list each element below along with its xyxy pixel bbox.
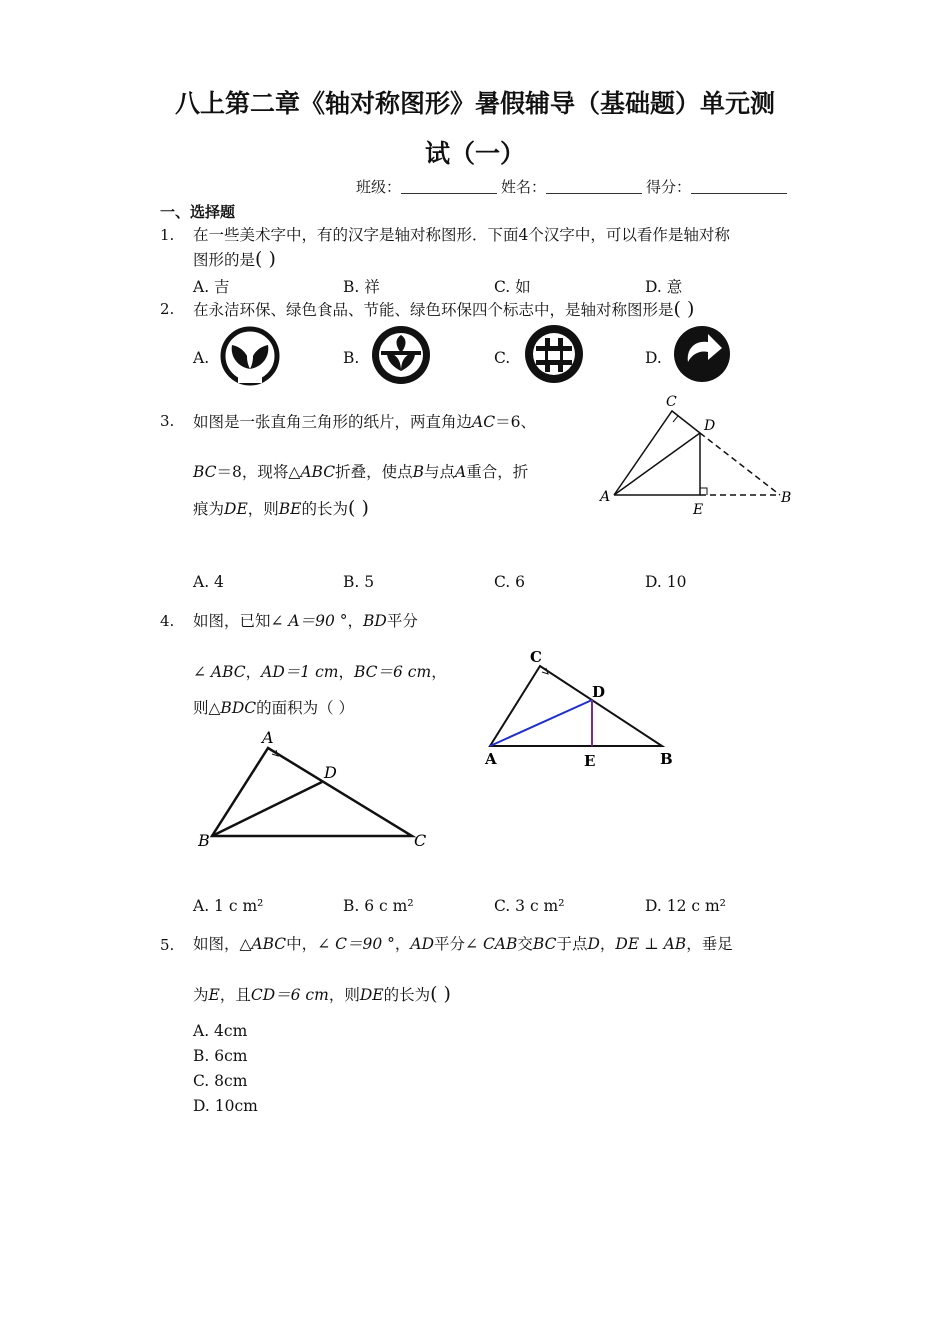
q3-option-c[interactable]: C. 6 <box>494 573 526 591</box>
q3-l1b: AC <box>472 413 496 431</box>
q1-option-a[interactable]: A. 吉 <box>193 278 230 296</box>
page-title: 八上第二章《轴对称图形》暑假辅导（基础题）单元测 <box>174 89 775 118</box>
q2-option-a[interactable]: A. <box>193 349 210 367</box>
q4f1-label-c: C <box>414 831 427 850</box>
q4-l3c: 的面积为（ ） <box>256 699 355 717</box>
page-title-line2: 试（一） <box>424 139 525 168</box>
q3-option-a[interactable]: A. 4 <box>193 573 224 591</box>
q5-l1h: ∠ CAB <box>465 935 518 953</box>
q4f1-label-b: B <box>198 831 210 850</box>
q4-option-d[interactable]: D. 12 c m² <box>645 897 726 915</box>
q4-number: 4. <box>160 612 175 630</box>
q1-text-line1: 在一些美术字中，有的汉字是轴对称图形．下面4个汉字中，可以看作是轴对称 <box>193 226 730 244</box>
class-label: 班级： <box>356 178 402 196</box>
q5-l1c: 中， <box>286 935 318 953</box>
q5-option-c[interactable]: C. 8cm <box>193 1072 248 1090</box>
score-blank <box>691 179 787 194</box>
q4-l1a: 如图，已知 <box>193 612 271 630</box>
q5-text-line1 <box>193 932 733 957</box>
q5-l1b: △ABC <box>239 935 287 953</box>
q4-l1d: BD <box>363 612 387 630</box>
q3-option-d[interactable]: D. 10 <box>645 573 687 591</box>
q5-l2f: DE <box>359 986 384 1004</box>
q3-number: 3. <box>160 412 175 430</box>
q5-l1d: ∠ C＝90 ° <box>317 935 395 953</box>
q3-l2a: BC <box>193 463 217 481</box>
q3-l2g: A <box>455 463 467 481</box>
q4f1-label-d: D <box>324 763 337 782</box>
q4-triangle-figure-1 <box>194 726 434 852</box>
q1-text2: 图形的是 <box>193 251 256 269</box>
q5-l1a: 如图， <box>193 935 240 953</box>
q4-l2b: ， <box>245 663 262 681</box>
q2-option-b[interactable]: B. <box>343 349 360 367</box>
recycle-logo-icon <box>672 322 732 386</box>
q5-l1j: BC <box>532 935 557 953</box>
q5-option-a[interactable]: A. 4cm <box>193 1022 248 1040</box>
q4-l2d: ， <box>338 663 354 681</box>
q4f2-label-b: B <box>660 750 673 768</box>
q5-l1o: ，垂足 <box>686 935 733 953</box>
q5-l2a: 为 <box>193 986 209 1004</box>
q1-text-line2 <box>193 247 276 273</box>
q3-l3d: BE <box>278 500 302 518</box>
q5-number: 5. <box>160 936 175 954</box>
q3-option-b[interactable]: B. 5 <box>343 573 375 591</box>
q5-l2e: ，则 <box>328 986 360 1004</box>
q5-l2b: E <box>208 986 220 1004</box>
q5-l1m: ， <box>599 935 616 953</box>
q5-l1i: 交 <box>517 935 533 953</box>
q4-option-a[interactable]: A. 1 c m² <box>193 897 264 915</box>
q3-label-b: B <box>781 490 792 506</box>
q3-l2f: 与点 <box>423 463 455 481</box>
q5-l1k: 于点 <box>556 935 588 953</box>
q4-l1e: 平分 <box>386 612 418 630</box>
q4-l3b: △BDC <box>208 699 257 717</box>
q3-paren: ( ) <box>348 497 369 519</box>
q1-number: 1. <box>160 226 175 244</box>
q5-paren: ( ) <box>430 983 451 1005</box>
q3-l2b: ＝8，现将 <box>216 463 289 481</box>
score-label: 得分： <box>646 178 692 196</box>
q4-text-line3 <box>193 696 354 721</box>
q5-l1n: DE ⊥ AB <box>615 935 687 953</box>
q1-paren: ( ) <box>255 248 276 270</box>
q1-option-c[interactable]: C. 如 <box>494 278 531 296</box>
q4-option-b[interactable]: B. 6 c m² <box>343 897 414 915</box>
q4f2-label-d: D <box>592 683 606 701</box>
name-label: 姓名： <box>501 178 547 196</box>
q4f2-label-e: E <box>584 752 596 770</box>
energy-saving-logo-icon <box>522 322 586 386</box>
q2-text <box>193 297 694 323</box>
q3-text-line1 <box>193 410 536 435</box>
q3-l3e: 的长为 <box>301 500 349 518</box>
q3-triangle-figure <box>594 388 800 520</box>
q3-l1a: 如图是一张直角三角形的纸片，两直角边 <box>193 413 473 431</box>
q4-l2e: BC＝6 cm <box>353 663 432 681</box>
q4f2-label-a: A <box>485 750 497 768</box>
q2-text-body: 在永洁环保、绿色食品、节能、绿色环保四个标志中，是轴对称图形是 <box>193 301 674 319</box>
q3-label-e: E <box>693 502 704 518</box>
q4-text-line2 <box>193 660 447 685</box>
q5-l1g: 平分 <box>434 935 466 953</box>
q3-l3a: 痕为 <box>193 500 225 518</box>
q2-option-c[interactable]: C. <box>494 349 511 367</box>
q2-option-d[interactable]: D. <box>645 349 662 367</box>
q3-label-c: C <box>666 394 677 410</box>
q3-l3c: ，则 <box>247 500 279 518</box>
q4-l1b: ∠ A＝90 ° <box>270 612 348 630</box>
q5-l1f: AD <box>410 935 435 953</box>
name-blank <box>546 179 642 194</box>
q3-text-line2 <box>193 460 528 485</box>
q4f1-label-a: A <box>262 728 274 747</box>
q1-option-b[interactable]: B. 祥 <box>343 278 380 296</box>
q4-l2c: AD＝1 cm <box>261 663 339 681</box>
q4f2-label-c: C <box>530 648 542 666</box>
q5-l2d: CD＝6 cm <box>250 986 329 1004</box>
q2-number: 2. <box>160 300 175 318</box>
q3-label-d: D <box>704 418 716 434</box>
q3-label-a: A <box>600 489 611 505</box>
q3-l2h: 重合，折 <box>466 463 529 481</box>
section-heading: 一、选择题 <box>160 203 236 221</box>
q5-l2c: ，且 <box>219 986 251 1004</box>
q5-text-line2 <box>193 982 451 1008</box>
q3-l3b: DE <box>224 500 248 518</box>
q4-text-line1 <box>193 609 418 634</box>
q1-option-d[interactable]: D. 意 <box>645 278 683 296</box>
q5-l1e: ， <box>394 935 411 953</box>
q5-l1l: D <box>587 935 600 953</box>
green-food-logo-icon <box>369 323 433 387</box>
eco-leaf-logo-icon <box>218 325 282 387</box>
q4-option-c[interactable]: C. 3 c m² <box>494 897 565 915</box>
q3-l2c: △ABC <box>288 463 336 481</box>
q3-l2d: 折叠，使点 <box>335 463 413 481</box>
q3-l2e: B <box>412 463 424 481</box>
q4-l1c: ， <box>347 612 364 630</box>
class-blank <box>401 179 497 194</box>
q4-l2a: ∠ ABC <box>193 663 246 681</box>
q5-option-b[interactable]: B. 6cm <box>193 1047 248 1065</box>
q2-paren: ( ) <box>673 298 695 320</box>
student-info-line <box>356 176 791 197</box>
q4-triangle-figure-2 <box>480 644 680 774</box>
q4-l3a: 则 <box>193 699 209 717</box>
q5-option-d[interactable]: D. 10cm <box>193 1097 258 1115</box>
q5-l2g: 的长为 <box>383 986 431 1004</box>
q3-l1c: ＝6、 <box>495 413 536 431</box>
q4-l2f: ， <box>431 663 447 681</box>
q3-text-line3 <box>193 496 369 522</box>
